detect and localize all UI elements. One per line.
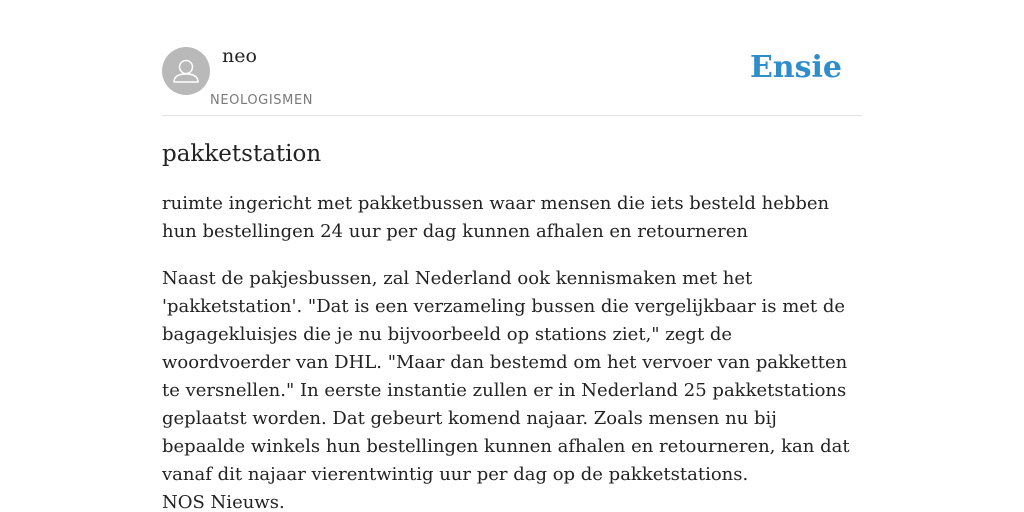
user-silhouette-icon bbox=[162, 47, 210, 95]
entry-content bbox=[162, 138, 862, 512]
username-link[interactable]: neo bbox=[222, 45, 257, 67]
avatar[interactable] bbox=[162, 47, 210, 95]
example-text: Naast de pakjesbussen, zal Nederland ook kennismaken met het 'pakketstation'. "Dat is een verzameling bussen die vergelijkbaar is met de bagagekluisjes die je nu bijvoorbeeld op stations ziet," zegt de woordvoerder van DHL. "Maar dan bestemd om het vervoer van pakketten te versnellen." In eerste instantie zullen er in Nederland 25 pakketstations geplaatst worden. Dat gebeurt komend najaar. Zoals mensen nu bij bepaalde winkels hun bestellingen kunnen afhalen en retourneren, kan dat vanaf dit najaar vierentwintig uur per dag op de pakketstations. bbox=[162, 268, 850, 485]
header bbox=[162, 0, 862, 116]
entry-example bbox=[162, 265, 862, 512]
example-source: NOS Nieuws. bbox=[162, 492, 285, 512]
brand-logo[interactable]: Ensie bbox=[749, 50, 842, 85]
entry-definition: ruimte ingericht met pakketbussen waar mensen die iets besteld hebben hun bestellingen 24 uur per dag kunnen afhalen en retourneren bbox=[162, 193, 830, 242]
category-label[interactable]: NEOLOGISMEN bbox=[210, 93, 314, 108]
entry-term: pakketstation bbox=[162, 141, 322, 167]
